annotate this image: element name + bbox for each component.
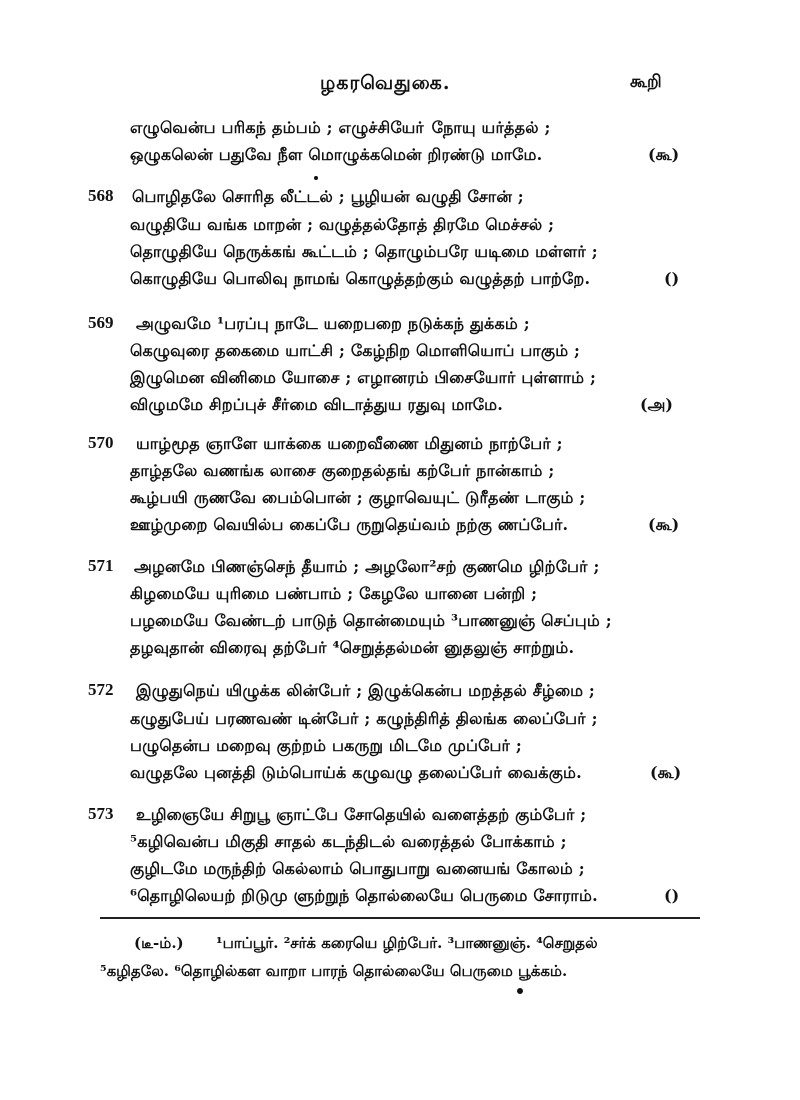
- verse-line: வழுதலே புனத்தி டும்பொய்க் கழுவழு தலைப்பேர் வைக்கும்.: [130, 763, 582, 782]
- print-mark: [314, 176, 318, 180]
- verse-line: பழமையே வேண்டற் பாடுந் தொன்மையும் ³பாணனுஞ் செப்பும் ;: [130, 611, 612, 630]
- print-mark: [517, 988, 523, 994]
- verse-line: ⁶தொழிலெயற் றிடுமு ளுற்றுந் தொல்லையே பெருமை சோராம்.: [130, 886, 598, 905]
- stanza-mark: (கூ): [648, 145, 680, 164]
- verse-line: உழிஞையே சிறுபூ ஞாட்பே சோதெயில் வளைத்தற் கும்பேர் ;: [136, 805, 587, 824]
- verse-line: தழவுதான் விரைவு தற்பேர் ⁴செறுத்தல்மன் னுதலுஞ் சாற்றும்.: [130, 638, 575, 657]
- verse-line: தொழுதியே நெருக்கங் கூட்டம் ; தொழும்பரே யடிமை மள்ளர் ;: [130, 242, 598, 261]
- stanza-mark: (கூ): [648, 515, 680, 534]
- verse-line: எழுவென்ப பரிகந் தம்பம் ; எழுச்சியோ் நோயு யர்த்தல் ;: [130, 118, 551, 137]
- verse-line: கெழுவுரை தகைமை யாட்சி ; கேழ்நிற மொளியொப் பாகும் ;: [130, 341, 581, 360]
- page-header: [0, 72, 800, 102]
- verse-line: பழுதென்ப மறைவு குற்றம் பகருறு மிடமே முப்பேர் ;: [130, 736, 522, 755]
- stanza-mark: (கூ): [650, 763, 682, 782]
- verse-line: இழுதுநெய் யிழுக்க லின்பேர் ; இழுக்கென்ப மறத்தல் சீழ்மை ;: [136, 681, 596, 700]
- verse-line: கழுதுபேய் பரணவண் டின்பேர் ; கழுந்திரித் திலங்க லைப்பேர் ;: [130, 709, 598, 728]
- verse-number: 572: [88, 680, 114, 699]
- page-number: கூறி: [630, 72, 662, 92]
- verse-number: 568: [88, 186, 114, 205]
- footnote-line: ⁵கழிதலே. ⁶தொழில்கள வாறா பாரந் தொல்லையே பெருமை பூக்கம்.: [100, 962, 568, 980]
- verse-line: கூழ்பயி ருணவே பைம்பொன் ; குழாவெயுட் டுரீதண் டாகும் ;: [130, 488, 586, 507]
- footnote-divider: [100, 917, 700, 919]
- verse-line: வழுதியே வங்க மாறன் ; வழுத்தல்தோத் திரமே மெச்சல் ;: [130, 215, 555, 234]
- verse-line: யாழ்மூத ஞாளே யாக்கை யறைவீணை மிதுனம் நாற்பேர் ;: [136, 434, 563, 453]
- verse-line: குழிடமே மருந்திற் கெல்லாம் பொதுபாறு வனையங் கோலம் ;: [130, 859, 585, 878]
- verse-line: கொழுதியே பொலிவு நாமங் கொழுத்தற்கும் வழுத்தற் பாற்றே.: [130, 269, 591, 288]
- verse-line: ⁵கழிவென்ப மிகுதி சாதல் கடந்திடல் வரைத்தல் போக்காம் ;: [130, 832, 567, 851]
- verse-line: அழனமே பிணஞ்செந் தீயாம் ; அழலோ²சற் குணமெ ழிற்பேர் ;: [134, 557, 600, 576]
- running-head: ழகரவெதுகை.: [320, 72, 451, 94]
- verse-line: இழுமென வினிமை யோசை ; எழானரம் பிசையோர் புள்ளாம் ;: [130, 368, 597, 387]
- verse-line: பொழிதலே சொரித லீட்டல் ; பூழியன் வழுதி சோன் ;: [132, 187, 524, 206]
- verse-number: 570: [88, 433, 114, 452]
- verse-number: 573: [88, 804, 114, 823]
- verse-line: தாழ்தலே வணங்க லாசை குறைதல்தங் கற்பேர் நான்காம் ;: [130, 461, 555, 480]
- verse-number: 569: [88, 313, 114, 332]
- stanza-mark: (): [664, 269, 680, 288]
- stanza-mark: (அ): [640, 395, 673, 414]
- verse-line: விழுமமே சிறப்புச் சீர்மை விடாத்துய ரதுவு மாமே.: [130, 395, 503, 414]
- verse-line: ஊழ்முறை வெயில்ப கைப்பே ருறுதெய்வம் நற்கு ணப்பேர்.: [130, 515, 569, 534]
- footnote-line: ¹பாப்பூர். ²சர்க் கரையெ ழிற்பேர். ³பாணனுஞ். ⁴செறுதல்: [216, 934, 598, 952]
- verse-line: அழுவமே ¹பரப்பு நாடே யறைபறை நடுக்கந் துக்கம் ;: [136, 314, 530, 333]
- verse-line: ஒழுகலென் பதுவே நீள மொழுக்கமென் றிரண்டு மாமே.: [130, 145, 543, 164]
- stanza-mark: (): [664, 886, 680, 905]
- verse-line: கிழமையே யுரிமை பண்பாம் ; கேழலே யானை பன்றி ;: [130, 584, 538, 603]
- verse-number: 571: [88, 556, 114, 575]
- footnote-label: (டீ-ம்.): [134, 934, 184, 952]
